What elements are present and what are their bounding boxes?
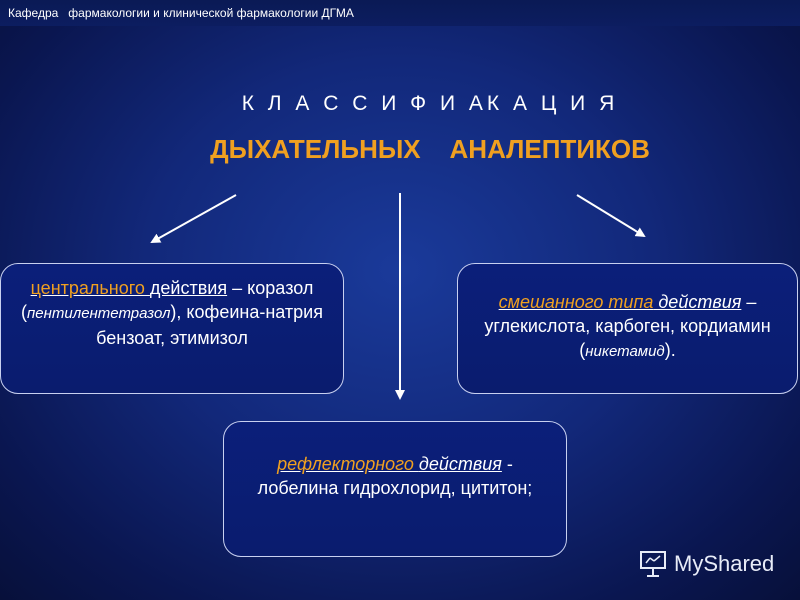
reflex-term: рефлекторного	[277, 454, 419, 474]
classification-title: К Л А С С И Ф И АК А Ц И Я	[241, 92, 619, 115]
presentation-board-icon	[638, 549, 668, 579]
reflex-action-box	[223, 421, 567, 557]
central-term: центрального	[30, 278, 150, 298]
reflex-rest-1: - лобелина гидрохлорид, цититон;	[257, 454, 533, 498]
mixed-action: действия	[653, 292, 742, 312]
mixed-rest-1: – углекислота, карбоген, кордиамин (	[484, 292, 771, 360]
watermark-text: MyShared	[674, 551, 775, 576]
central-rest-1: – корaзол (	[21, 278, 314, 322]
arrow-right	[577, 195, 644, 236]
central-rest-2: ), кофеина-натрия бензоат, этимизол	[96, 302, 323, 348]
central-action-box	[0, 263, 344, 394]
watermark	[638, 548, 774, 580]
mixed-action-box	[457, 263, 798, 394]
reflex-action: действия	[418, 454, 502, 474]
mixed-rest-2: ).	[664, 340, 676, 360]
arrow-left	[152, 195, 236, 242]
central-rest-italic: пентилентетразол	[27, 305, 171, 322]
department-header: Кафедра фармакологии и клинической фармакологии ДГМА	[8, 6, 354, 20]
central-action: действия	[149, 278, 228, 298]
mixed-rest-italic: никетамид	[585, 343, 665, 360]
classification-subtitle: ДЫХАТЕЛЬНЫХ АНАЛЕПТИКОВ	[210, 134, 650, 164]
mixed-term: смешанного типа	[498, 292, 654, 312]
